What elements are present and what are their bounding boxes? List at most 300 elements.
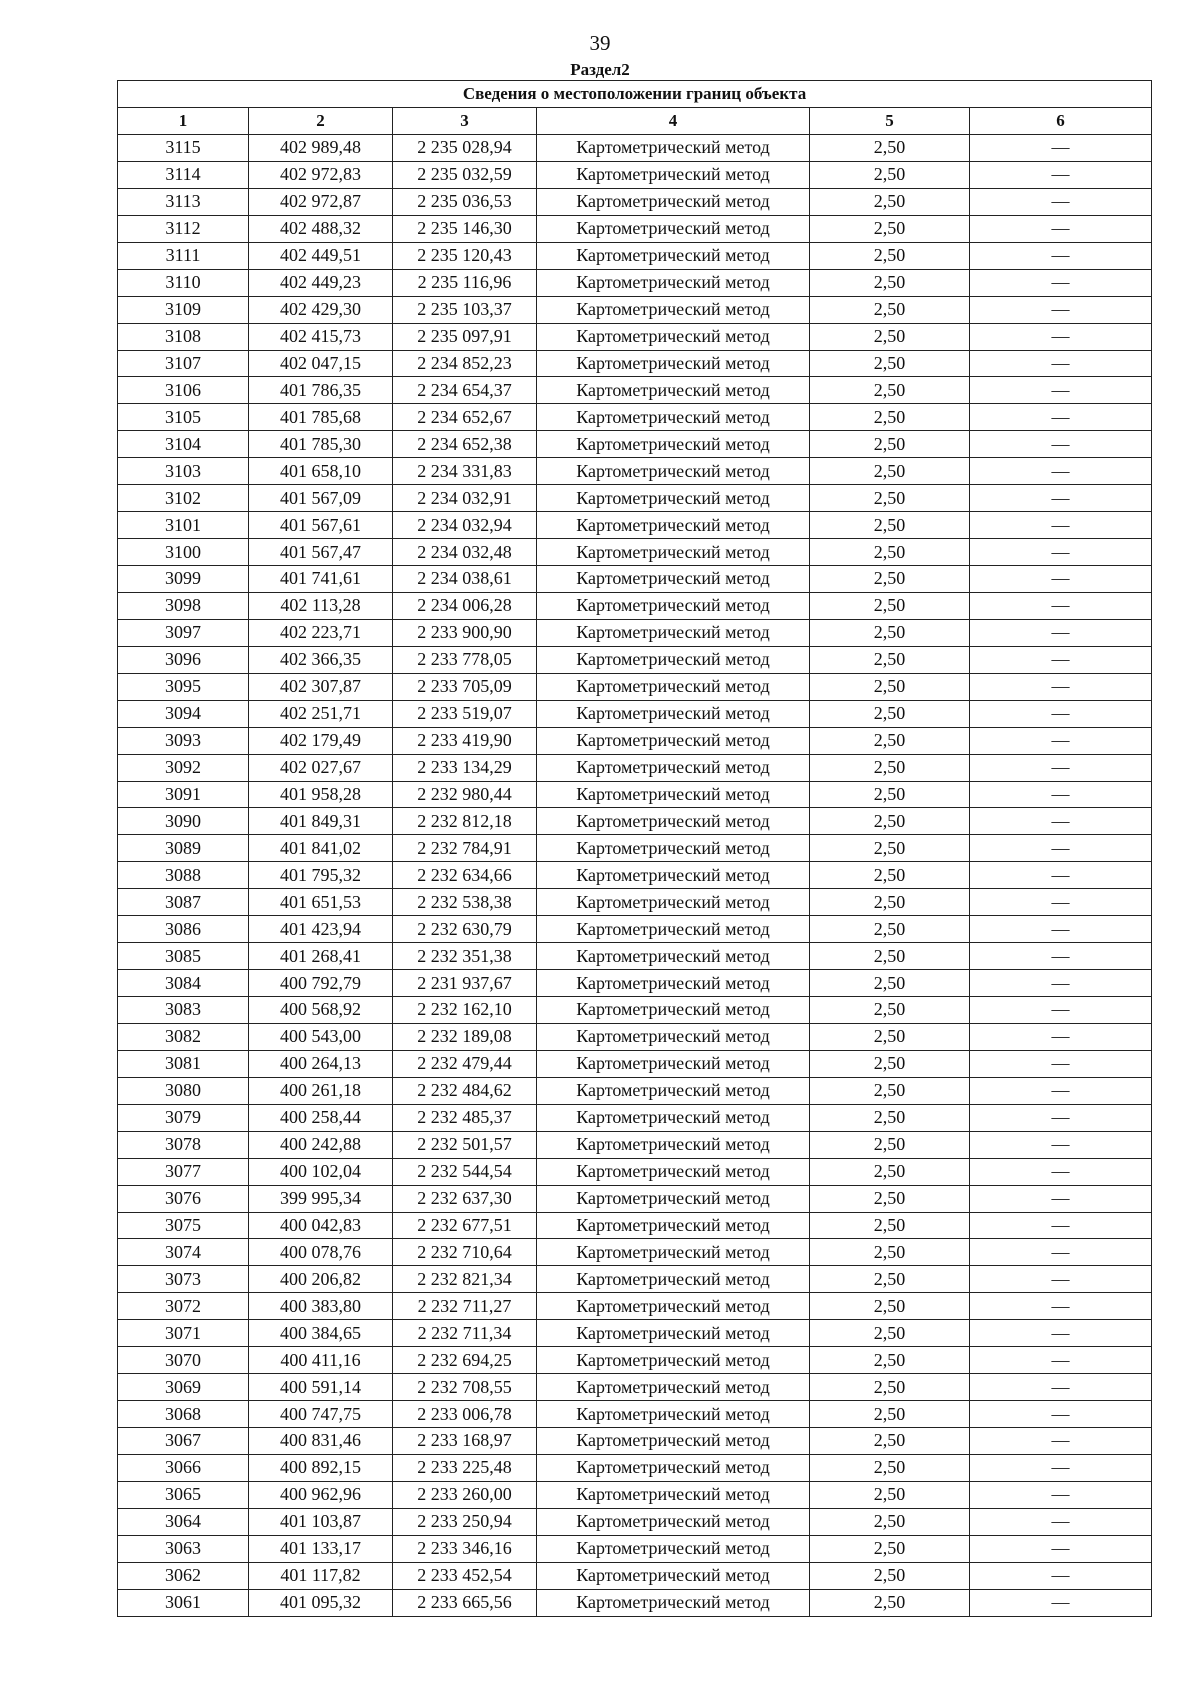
point-number-cell: 3067 <box>118 1428 249 1455</box>
accuracy-cell: 2,50 <box>810 350 970 377</box>
x-coordinate-cell: 400 568,92 <box>249 997 393 1024</box>
y-coordinate-cell: 2 235 036,53 <box>393 188 537 215</box>
table-row <box>118 619 1152 646</box>
point-number-cell: 3082 <box>118 1023 249 1050</box>
method-cell: Картометрический метод <box>537 1239 810 1266</box>
y-coordinate-cell: 2 232 634,66 <box>393 862 537 889</box>
accuracy-cell: 2,50 <box>810 727 970 754</box>
method-cell: Картометрический метод <box>537 188 810 215</box>
table-row <box>118 1050 1152 1077</box>
description-cell: — <box>970 377 1152 404</box>
column-header-1: 1 <box>118 108 249 135</box>
description-cell: — <box>970 862 1152 889</box>
description-cell: — <box>970 1562 1152 1589</box>
description-cell: — <box>970 835 1152 862</box>
method-cell: Картометрический метод <box>537 431 810 458</box>
accuracy-cell: 2,50 <box>810 1562 970 1589</box>
accuracy-cell: 2,50 <box>810 592 970 619</box>
point-number-cell: 3106 <box>118 377 249 404</box>
y-coordinate-cell: 2 234 032,94 <box>393 512 537 539</box>
column-header-4: 4 <box>537 108 810 135</box>
y-coordinate-cell: 2 235 116,96 <box>393 269 537 296</box>
point-number-cell: 3083 <box>118 997 249 1024</box>
description-cell: — <box>970 673 1152 700</box>
accuracy-cell: 2,50 <box>810 1508 970 1535</box>
description-cell: — <box>970 943 1152 970</box>
table-row <box>118 646 1152 673</box>
table-row <box>118 862 1152 889</box>
description-cell: — <box>970 1320 1152 1347</box>
point-number-cell: 3088 <box>118 862 249 889</box>
method-cell: Картометрический метод <box>537 485 810 512</box>
description-cell: — <box>970 1374 1152 1401</box>
method-cell: Картометрический метод <box>537 377 810 404</box>
y-coordinate-cell: 2 234 654,37 <box>393 377 537 404</box>
point-number-cell: 3089 <box>118 835 249 862</box>
x-coordinate-cell: 402 429,30 <box>249 296 393 323</box>
point-number-cell: 3096 <box>118 646 249 673</box>
method-cell: Картометрический метод <box>537 808 810 835</box>
x-coordinate-cell: 400 831,46 <box>249 1428 393 1455</box>
accuracy-cell: 2,50 <box>810 943 970 970</box>
accuracy-cell: 2,50 <box>810 1428 970 1455</box>
method-cell: Картометрический метод <box>537 1158 810 1185</box>
accuracy-cell: 2,50 <box>810 1454 970 1481</box>
accuracy-cell: 2,50 <box>810 808 970 835</box>
x-coordinate-cell: 402 449,51 <box>249 242 393 269</box>
description-cell: — <box>970 1050 1152 1077</box>
method-cell: Картометрический метод <box>537 566 810 593</box>
description-cell: — <box>970 916 1152 943</box>
method-cell: Картометрический метод <box>537 1185 810 1212</box>
description-cell: — <box>970 296 1152 323</box>
x-coordinate-cell: 401 567,61 <box>249 512 393 539</box>
accuracy-cell: 2,50 <box>810 404 970 431</box>
x-coordinate-cell: 402 047,15 <box>249 350 393 377</box>
x-coordinate-cell: 402 113,28 <box>249 592 393 619</box>
method-cell: Картометрический метод <box>537 404 810 431</box>
table-row <box>118 215 1152 242</box>
point-number-cell: 3112 <box>118 215 249 242</box>
point-number-cell: 3093 <box>118 727 249 754</box>
description-cell: — <box>970 566 1152 593</box>
method-cell: Картометрический метод <box>537 862 810 889</box>
point-number-cell: 3064 <box>118 1508 249 1535</box>
method-cell: Картометрический метод <box>537 1023 810 1050</box>
method-cell: Картометрический метод <box>537 1374 810 1401</box>
method-cell: Картометрический метод <box>537 1508 810 1535</box>
accuracy-cell: 2,50 <box>810 646 970 673</box>
accuracy-cell: 2,50 <box>810 970 970 997</box>
point-number-cell: 3110 <box>118 269 249 296</box>
point-number-cell: 3066 <box>118 1454 249 1481</box>
description-cell: — <box>970 135 1152 162</box>
description-cell: — <box>970 1158 1152 1185</box>
table-row <box>118 1320 1152 1347</box>
table-row <box>118 350 1152 377</box>
accuracy-cell: 2,50 <box>810 1589 970 1616</box>
accuracy-cell: 2,50 <box>810 1374 970 1401</box>
table-header-row <box>118 108 1152 135</box>
x-coordinate-cell: 402 027,67 <box>249 754 393 781</box>
point-number-cell: 3095 <box>118 673 249 700</box>
accuracy-cell: 2,50 <box>810 512 970 539</box>
method-cell: Картометрический метод <box>537 1104 810 1131</box>
y-coordinate-cell: 2 232 711,34 <box>393 1320 537 1347</box>
accuracy-cell: 2,50 <box>810 1535 970 1562</box>
x-coordinate-cell: 401 786,35 <box>249 377 393 404</box>
point-number-cell: 3098 <box>118 592 249 619</box>
page-number: 39 <box>589 31 611 55</box>
x-coordinate-cell: 400 102,04 <box>249 1158 393 1185</box>
method-cell: Картометрический метод <box>537 323 810 350</box>
accuracy-cell: 2,50 <box>810 1104 970 1131</box>
table-row <box>118 700 1152 727</box>
x-coordinate-cell: 400 384,65 <box>249 1320 393 1347</box>
method-cell: Картометрический метод <box>537 512 810 539</box>
y-coordinate-cell: 2 233 452,54 <box>393 1562 537 1589</box>
description-cell: — <box>970 619 1152 646</box>
method-cell: Картометрический метод <box>537 592 810 619</box>
table-row <box>118 161 1152 188</box>
y-coordinate-cell: 2 232 538,38 <box>393 889 537 916</box>
table-row <box>118 673 1152 700</box>
accuracy-cell: 2,50 <box>810 135 970 162</box>
accuracy-cell: 2,50 <box>810 916 970 943</box>
method-cell: Картометрический метод <box>537 215 810 242</box>
y-coordinate-cell: 2 232 162,10 <box>393 997 537 1024</box>
table-row <box>118 1589 1152 1616</box>
description-cell: — <box>970 1023 1152 1050</box>
boundary-coordinates-table <box>117 80 1152 1617</box>
description-cell: — <box>970 754 1152 781</box>
point-number-cell: 3076 <box>118 1185 249 1212</box>
x-coordinate-cell: 400 242,88 <box>249 1131 393 1158</box>
table-row <box>118 754 1152 781</box>
y-coordinate-cell: 2 233 900,90 <box>393 619 537 646</box>
description-cell: — <box>970 997 1152 1024</box>
x-coordinate-cell: 401 268,41 <box>249 943 393 970</box>
method-cell: Картометрический метод <box>537 1266 810 1293</box>
y-coordinate-cell: 2 232 710,64 <box>393 1239 537 1266</box>
description-cell: — <box>970 512 1152 539</box>
table-row <box>118 242 1152 269</box>
table-row <box>118 1562 1152 1589</box>
accuracy-cell: 2,50 <box>810 323 970 350</box>
x-coordinate-cell: 401 785,30 <box>249 431 393 458</box>
accuracy-cell: 2,50 <box>810 1212 970 1239</box>
accuracy-cell: 2,50 <box>810 566 970 593</box>
description-cell: — <box>970 323 1152 350</box>
point-number-cell: 3114 <box>118 161 249 188</box>
y-coordinate-cell: 2 232 784,91 <box>393 835 537 862</box>
method-cell: Картометрический метод <box>537 727 810 754</box>
table-row <box>118 781 1152 808</box>
point-number-cell: 3097 <box>118 619 249 646</box>
x-coordinate-cell: 402 307,87 <box>249 673 393 700</box>
point-number-cell: 3062 <box>118 1562 249 1589</box>
accuracy-cell: 2,50 <box>810 1185 970 1212</box>
y-coordinate-cell: 2 232 677,51 <box>393 1212 537 1239</box>
description-cell: — <box>970 1428 1152 1455</box>
accuracy-cell: 2,50 <box>810 269 970 296</box>
accuracy-cell: 2,50 <box>810 781 970 808</box>
x-coordinate-cell: 401 423,94 <box>249 916 393 943</box>
table-row <box>118 1535 1152 1562</box>
y-coordinate-cell: 2 235 120,43 <box>393 242 537 269</box>
y-coordinate-cell: 2 232 821,34 <box>393 1266 537 1293</box>
x-coordinate-cell: 400 747,75 <box>249 1401 393 1428</box>
point-number-cell: 3087 <box>118 889 249 916</box>
accuracy-cell: 2,50 <box>810 1050 970 1077</box>
description-cell: — <box>970 1131 1152 1158</box>
description-cell: — <box>970 215 1152 242</box>
x-coordinate-cell: 401 117,82 <box>249 1562 393 1589</box>
x-coordinate-cell: 400 264,13 <box>249 1050 393 1077</box>
description-cell: — <box>970 161 1152 188</box>
y-coordinate-cell: 2 232 485,37 <box>393 1104 537 1131</box>
x-coordinate-cell: 402 251,71 <box>249 700 393 727</box>
description-cell: — <box>970 458 1152 485</box>
description-cell: — <box>970 188 1152 215</box>
table-row <box>118 1023 1152 1050</box>
x-coordinate-cell: 402 223,71 <box>249 619 393 646</box>
method-cell: Картометрический метод <box>537 242 810 269</box>
y-coordinate-cell: 2 234 032,48 <box>393 539 537 566</box>
description-cell: — <box>970 1589 1152 1616</box>
table-row <box>118 1454 1152 1481</box>
table-row <box>118 1293 1152 1320</box>
accuracy-cell: 2,50 <box>810 458 970 485</box>
y-coordinate-cell: 2 232 501,57 <box>393 1131 537 1158</box>
description-cell: — <box>970 1185 1152 1212</box>
point-number-cell: 3078 <box>118 1131 249 1158</box>
x-coordinate-cell: 402 415,73 <box>249 323 393 350</box>
table-row <box>118 404 1152 431</box>
y-coordinate-cell: 2 232 708,55 <box>393 1374 537 1401</box>
method-cell: Картометрический метод <box>537 1454 810 1481</box>
description-cell: — <box>970 1293 1152 1320</box>
point-number-cell: 3103 <box>118 458 249 485</box>
method-cell: Картометрический метод <box>537 1131 810 1158</box>
y-coordinate-cell: 2 233 419,90 <box>393 727 537 754</box>
y-coordinate-cell: 2 233 225,48 <box>393 1454 537 1481</box>
description-cell: — <box>970 431 1152 458</box>
description-cell: — <box>970 700 1152 727</box>
table-row <box>118 1347 1152 1374</box>
description-cell: — <box>970 727 1152 754</box>
y-coordinate-cell: 2 234 652,38 <box>393 431 537 458</box>
method-cell: Картометрический метод <box>537 539 810 566</box>
table-row <box>118 269 1152 296</box>
accuracy-cell: 2,50 <box>810 1239 970 1266</box>
description-cell: — <box>970 269 1152 296</box>
method-cell: Картометрический метод <box>537 997 810 1024</box>
method-cell: Картометрический метод <box>537 1535 810 1562</box>
accuracy-cell: 2,50 <box>810 1023 970 1050</box>
column-header-5: 5 <box>810 108 970 135</box>
accuracy-cell: 2,50 <box>810 700 970 727</box>
y-coordinate-cell: 2 233 705,09 <box>393 673 537 700</box>
accuracy-cell: 2,50 <box>810 754 970 781</box>
x-coordinate-cell: 400 591,14 <box>249 1374 393 1401</box>
y-coordinate-cell: 2 232 980,44 <box>393 781 537 808</box>
y-coordinate-cell: 2 234 038,61 <box>393 566 537 593</box>
x-coordinate-cell: 400 892,15 <box>249 1454 393 1481</box>
accuracy-cell: 2,50 <box>810 1077 970 1104</box>
x-coordinate-cell: 402 989,48 <box>249 135 393 162</box>
method-cell: Картометрический метод <box>537 943 810 970</box>
point-number-cell: 3100 <box>118 539 249 566</box>
method-cell: Картометрический метод <box>537 619 810 646</box>
description-cell: — <box>970 1535 1152 1562</box>
y-coordinate-cell: 2 235 097,91 <box>393 323 537 350</box>
point-number-cell: 3113 <box>118 188 249 215</box>
y-coordinate-cell: 2 233 134,29 <box>393 754 537 781</box>
accuracy-cell: 2,50 <box>810 1320 970 1347</box>
accuracy-cell: 2,50 <box>810 215 970 242</box>
method-cell: Картометрический метод <box>537 781 810 808</box>
column-header-2: 2 <box>249 108 393 135</box>
table-row <box>118 1401 1152 1428</box>
table-row <box>118 1239 1152 1266</box>
description-cell: — <box>970 1508 1152 1535</box>
y-coordinate-cell: 2 232 484,62 <box>393 1077 537 1104</box>
table-row <box>118 1266 1152 1293</box>
accuracy-cell: 2,50 <box>810 1481 970 1508</box>
x-coordinate-cell: 401 841,02 <box>249 835 393 862</box>
y-coordinate-cell: 2 233 250,94 <box>393 1508 537 1535</box>
method-cell: Картометрический метод <box>537 700 810 727</box>
description-cell: — <box>970 781 1152 808</box>
x-coordinate-cell: 400 261,18 <box>249 1077 393 1104</box>
description-cell: — <box>970 1104 1152 1131</box>
x-coordinate-cell: 402 179,49 <box>249 727 393 754</box>
column-header-3: 3 <box>393 108 537 135</box>
y-coordinate-cell: 2 232 630,79 <box>393 916 537 943</box>
y-coordinate-cell: 2 234 032,91 <box>393 485 537 512</box>
accuracy-cell: 2,50 <box>810 835 970 862</box>
accuracy-cell: 2,50 <box>810 889 970 916</box>
table-row <box>118 135 1152 162</box>
table-row <box>118 727 1152 754</box>
description-cell: — <box>970 1454 1152 1481</box>
x-coordinate-cell: 401 095,32 <box>249 1589 393 1616</box>
accuracy-cell: 2,50 <box>810 485 970 512</box>
point-number-cell: 3065 <box>118 1481 249 1508</box>
description-cell: — <box>970 889 1152 916</box>
table-row <box>118 485 1152 512</box>
y-coordinate-cell: 2 233 778,05 <box>393 646 537 673</box>
point-number-cell: 3071 <box>118 1320 249 1347</box>
y-coordinate-cell: 2 232 694,25 <box>393 1347 537 1374</box>
table-body <box>118 135 1152 1617</box>
x-coordinate-cell: 402 972,83 <box>249 161 393 188</box>
point-number-cell: 3108 <box>118 323 249 350</box>
point-number-cell: 3094 <box>118 700 249 727</box>
description-cell: — <box>970 485 1152 512</box>
accuracy-cell: 2,50 <box>810 1266 970 1293</box>
x-coordinate-cell: 399 995,34 <box>249 1185 393 1212</box>
y-coordinate-cell: 2 232 711,27 <box>393 1293 537 1320</box>
x-coordinate-cell: 402 972,87 <box>249 188 393 215</box>
description-cell: — <box>970 1077 1152 1104</box>
y-coordinate-cell: 2 232 351,38 <box>393 943 537 970</box>
y-coordinate-cell: 2 234 852,23 <box>393 350 537 377</box>
method-cell: Картометрический метод <box>537 161 810 188</box>
accuracy-cell: 2,50 <box>810 296 970 323</box>
description-cell: — <box>970 1266 1152 1293</box>
description-cell: — <box>970 404 1152 431</box>
x-coordinate-cell: 401 958,28 <box>249 781 393 808</box>
accuracy-cell: 2,50 <box>810 997 970 1024</box>
table-row <box>118 323 1152 350</box>
table-row <box>118 1374 1152 1401</box>
point-number-cell: 3084 <box>118 970 249 997</box>
x-coordinate-cell: 400 962,96 <box>249 1481 393 1508</box>
method-cell: Картометрический метод <box>537 970 810 997</box>
point-number-cell: 3080 <box>118 1077 249 1104</box>
table-title-row <box>118 81 1152 108</box>
x-coordinate-cell: 401 849,31 <box>249 808 393 835</box>
x-coordinate-cell: 401 567,09 <box>249 485 393 512</box>
description-cell: — <box>970 1401 1152 1428</box>
accuracy-cell: 2,50 <box>810 161 970 188</box>
accuracy-cell: 2,50 <box>810 673 970 700</box>
description-cell: — <box>970 1347 1152 1374</box>
x-coordinate-cell: 400 383,80 <box>249 1293 393 1320</box>
table-row <box>118 592 1152 619</box>
table-row <box>118 296 1152 323</box>
description-cell: — <box>970 970 1152 997</box>
method-cell: Картометрический метод <box>537 1401 810 1428</box>
point-number-cell: 3063 <box>118 1535 249 1562</box>
point-number-cell: 3111 <box>118 242 249 269</box>
accuracy-cell: 2,50 <box>810 539 970 566</box>
point-number-cell: 3085 <box>118 943 249 970</box>
point-number-cell: 3077 <box>118 1158 249 1185</box>
section-label: Раздел2 <box>570 60 630 79</box>
table-row <box>118 1158 1152 1185</box>
point-number-cell: 3074 <box>118 1239 249 1266</box>
description-cell: — <box>970 539 1152 566</box>
point-number-cell: 3101 <box>118 512 249 539</box>
table-title: Сведения о местоположении границ объекта <box>118 81 1152 108</box>
x-coordinate-cell: 402 449,23 <box>249 269 393 296</box>
table-row <box>118 1508 1152 1535</box>
y-coordinate-cell: 2 232 637,30 <box>393 1185 537 1212</box>
table-row <box>118 835 1152 862</box>
description-cell: — <box>970 808 1152 835</box>
y-coordinate-cell: 2 233 260,00 <box>393 1481 537 1508</box>
point-number-cell: 3115 <box>118 135 249 162</box>
point-number-cell: 3061 <box>118 1589 249 1616</box>
table-row <box>118 1481 1152 1508</box>
point-number-cell: 3086 <box>118 916 249 943</box>
y-coordinate-cell: 2 235 032,59 <box>393 161 537 188</box>
table-row <box>118 1077 1152 1104</box>
y-coordinate-cell: 2 235 028,94 <box>393 135 537 162</box>
method-cell: Картометрический метод <box>537 889 810 916</box>
column-header-6: 6 <box>970 108 1152 135</box>
x-coordinate-cell: 400 078,76 <box>249 1239 393 1266</box>
accuracy-cell: 2,50 <box>810 1158 970 1185</box>
table-row <box>118 1428 1152 1455</box>
method-cell: Картометрический метод <box>537 350 810 377</box>
point-number-cell: 3104 <box>118 431 249 458</box>
point-number-cell: 3070 <box>118 1347 249 1374</box>
table-row <box>118 566 1152 593</box>
